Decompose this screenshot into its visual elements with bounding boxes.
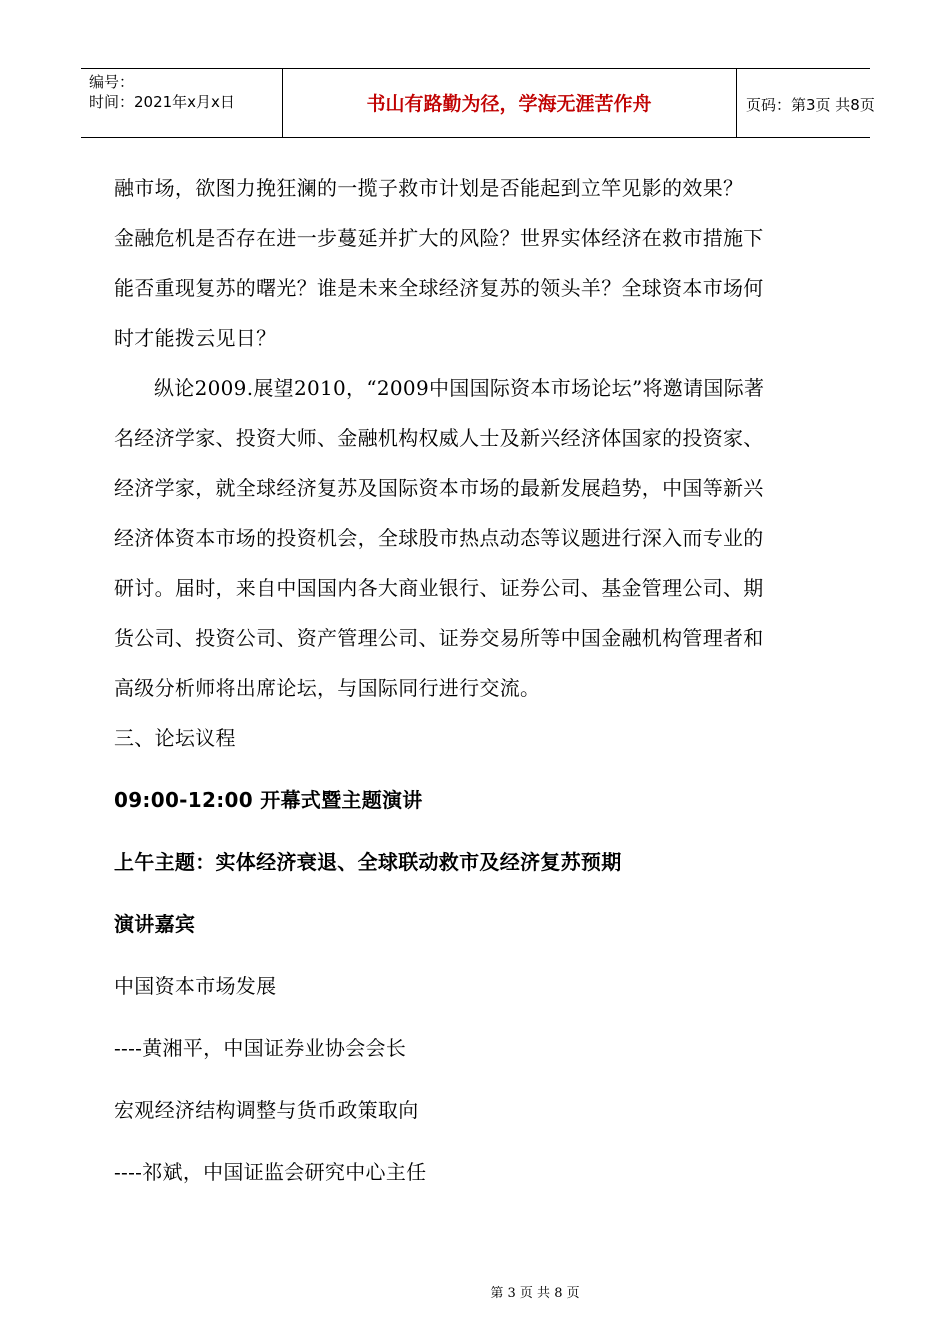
header-right-cell <box>737 69 875 137</box>
paragraph-line: 经济学家，就全球经济复苏及国际资本市场的最新发展趋势，中国等新兴 <box>114 476 764 500</box>
page-header <box>81 68 875 138</box>
session-time: 09:00-12:00 开幕式暨主题演讲 <box>114 788 423 812</box>
header-middle-cell <box>282 69 737 137</box>
paragraph-line: 纵论2009.展望2010，“2009中国国际资本市场论坛”将邀请国际著 <box>154 376 765 400</box>
paragraph-line: 能否重现复苏的曙光？谁是未来全球经济复苏的领头羊？全球资本市场何 <box>114 276 764 300</box>
paragraph-line: 经济体资本市场的投资机会，全球股市热点动态等议题进行深入而专业的 <box>114 526 764 550</box>
talk-speaker: ----黄湘平，中国证券业协会会长 <box>114 1036 407 1060</box>
page-footer: 第 3 页 共 8 页 <box>490 1286 580 1301</box>
paragraph-line: 货公司、投资公司、资产管理公司、证券交易所等中国金融机构管理者和 <box>114 626 764 650</box>
paragraph-line: 名经济学家、投资大师、金融机构权威人士及新兴经济体国家的投资家、 <box>114 426 764 450</box>
header-left-cell <box>81 69 283 137</box>
paragraph-line: 研讨。届时，来自中国国内各大商业银行、证券公司、基金管理公司、期 <box>114 576 764 600</box>
serial-label: 编号： <box>89 73 135 91</box>
paragraph-line: 金融危机是否存在进一步蔓延并扩大的风险？世界实体经济在救市措施下 <box>114 226 764 250</box>
talk-speaker: ----祁斌，中国证监会研究中心主任 <box>114 1160 427 1184</box>
talk-title: 中国资本市场发展 <box>114 974 277 998</box>
paragraph-line: 高级分析师将出席论坛，与国际同行进行交流。 <box>114 676 541 700</box>
paragraph-line: 时才能拨云见日？ <box>114 326 277 350</box>
talk-title: 宏观经济结构调整与货币政策取向 <box>114 1098 419 1122</box>
time-label: 时间：2021年x月x日 <box>89 93 235 111</box>
header-motto: 书山有路勤为径，学海无涯苦作舟 <box>366 93 652 115</box>
paragraph-line: 融市场，欲图力挽狂澜的一揽子救市计划是否能起到立竿见影的效果？ <box>114 176 744 200</box>
morning-theme: 上午主题：实体经济衰退、全球联动救市及经济复苏预期 <box>114 850 622 874</box>
speakers-heading: 演讲嘉宾 <box>114 912 196 936</box>
header-page-label: 页码：第3页 共8页 <box>746 96 875 114</box>
section-title: 三、论坛议程 <box>114 726 236 750</box>
